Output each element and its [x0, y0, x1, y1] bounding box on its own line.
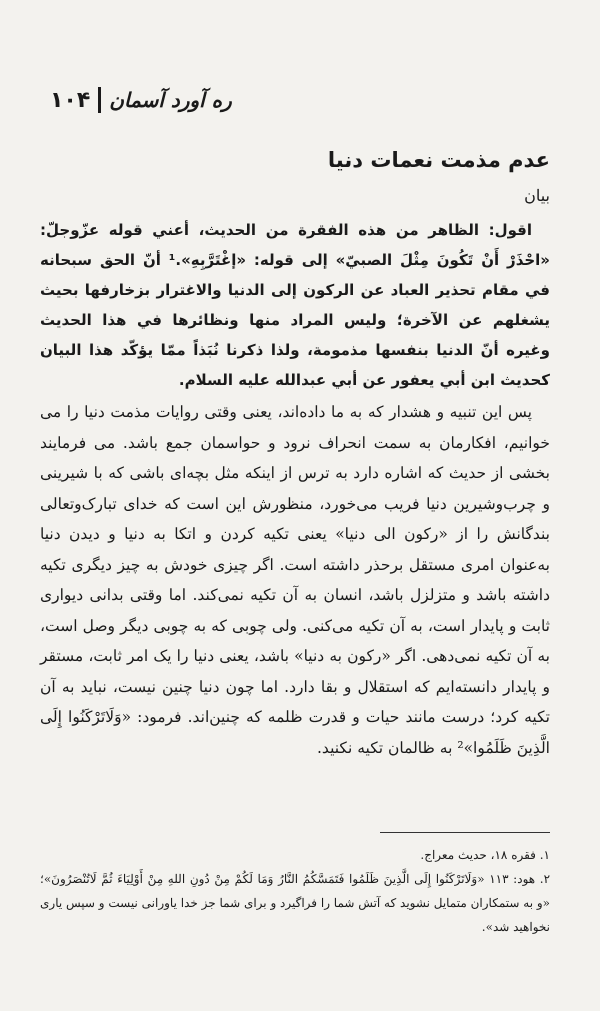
page-number: ۱۰۴: [50, 87, 91, 113]
book-title: ره آورد آسمان: [109, 88, 232, 112]
footnotes: [40, 832, 550, 939]
page-header: [40, 80, 540, 120]
farsi-paragraph: پس این تنبیه و هشدار که به ما داده‌اند، یعنی وقتی روایات مذمت دنیا را می خوانیم، افکارمان به سمت انحراف نرود و حواسمان جمع باشد. می فرمایند بخشی از حدیث که اشاره دارد به ترس از اینکه مثل بچه‌ای باشی که با شیرینی و چرب‌وشیرین دنیا فریب می‌خورد، منظورش این است که خدای تبارک‌وتعالی بندگانش را از «رکون الی دنیا» یعنی تکیه کردن و اتکا به دنیا و دیدن دنیا به‌عنوان امری مستقل برحذر داشته است. اگر چیزی خودش به چیز دیگری تکیه داشته باشد و متزلزل باشد، انسان به آن تکیه نمی‌کند. اما وقتی بدانی دیواری ثابت و پایدار است، به آن تکیه می‌کنی. ولی چوبی که به چوبی دیگر وصل است، به آن تکیه نمی‌دهی. اگر «رکون به دنیا» باشد، یعنی دنیا را یک امر ثابت، مستقر و پایدار دانسته‌ایم که استقلال و بقا دارد. اما چون دنیا چنین نیست، نباید به آن تکیه کرد؛ درست مانند حیات و قدرت ظلمه که چنین‌اند. فرمود: «وَلَاتَرْكَنُوا إِلَى الَّذِينَ ظَلَمُوا»² به ظالمان تکیه نکنید.: [40, 403, 550, 757]
footnote-2: ۲. هود: ۱۱۳ «وَلَاتَرْكَنُوا إِلَى الَّذِينَ ظَلَمُوا فَتَمَسَّكُمُ النَّارُ وَمَا لَكُمْ مِنْ دُونِ اللهِ مِنْ أَوْلِيَاءَ ثُمَّ لَاتُنْصَرُونَ»؛ «و به ستمکاران متمایل نشوید که آتش شما را فراگیرد و برای شما جز خدا یاورانی نیست و سپس یاری نخواهید شد».: [40, 872, 551, 934]
arabic-paragraph: اقول: الظاهر من هذه الفقرة من الحديث، أعني قوله عزّوجلّ: «احْذَرْ أَنْ تَكُونَ مِثْلَ الصبيّ» إلى قوله: «إغْتَرَّبِهِ».¹ أنّ الحق سبحانه في مقام تحذير العباد عن الركون إلى الدنيا والاغترار بزخارفها بحيث يشغلهم عن الآخرة؛ وليس المراد منها ونظائرها في هذا الحديث وغيره أنّ الدنيا بنفسها مذمومة، ولذا ذكرنا نُبَذاً ممّا يؤكّد هذا البيان كحديث ابن أبي يعفور عن أبي عبدالله عليه السلام.: [40, 221, 550, 389]
footnote-1: ۱. فقره ۱۸، حدیث معراج.: [420, 848, 550, 862]
section-subtitle: بیان: [524, 186, 550, 205]
section-title: عدم مذمت نعمات دنیا: [327, 148, 550, 172]
header-divider: [98, 87, 101, 113]
main-content: [40, 140, 550, 763]
footnote-divider: [380, 832, 550, 833]
